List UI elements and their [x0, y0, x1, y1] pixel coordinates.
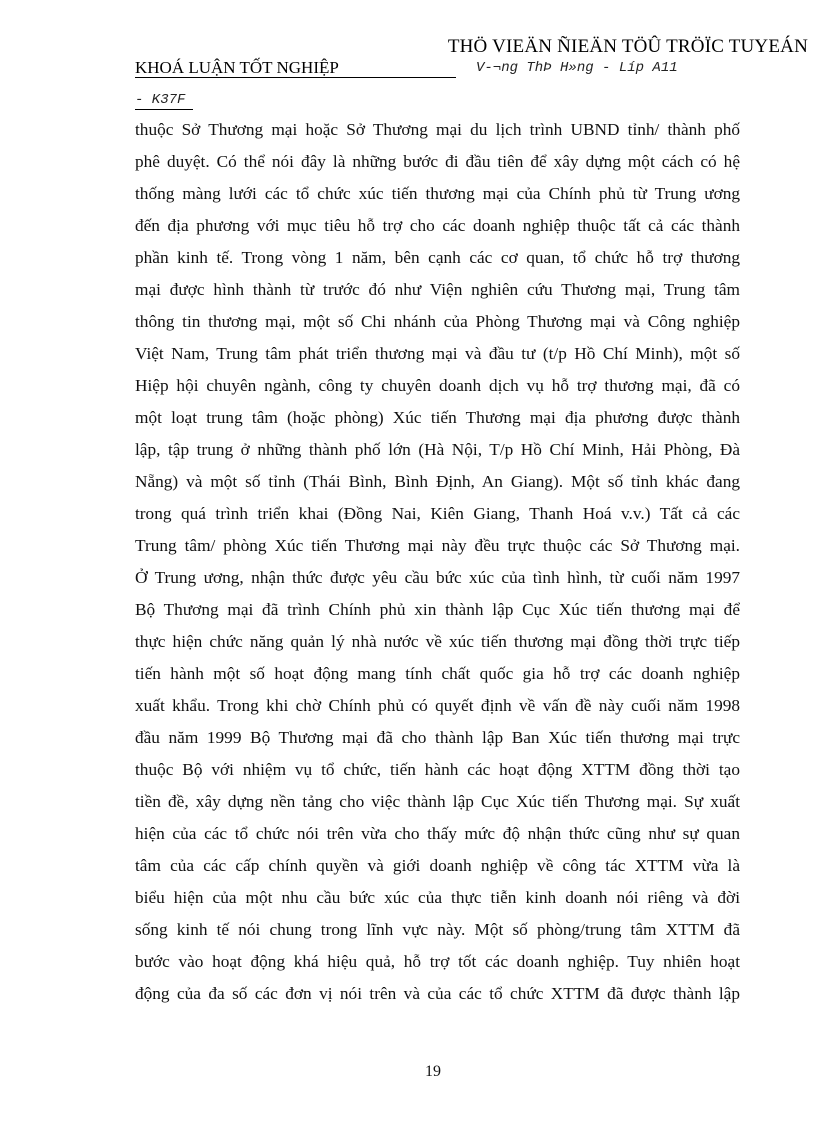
body-line: lập, tập trung ở những thành phố lớn (Hà Nội, T/p Hồ Chí Minh, Hải Phòng, Đà: [135, 440, 740, 459]
body-line: Trung tâm/ phòng Xúc tiến Thương mại này đều trực thuộc các Sở Thương mại.: [135, 536, 740, 555]
body-line: xuất khẩu. Trong khi chờ Chính phủ có quyết định về vấn đề này cuối năm 1998: [135, 696, 740, 715]
body-line: thuộc Bộ với nhiệm vụ tổ chức, tiến hành các hoạt động XTTM đồng thời tạo: [135, 760, 740, 779]
body-line: đến địa phương với mục tiêu hỗ trợ cho các doanh nghiệp thuộc tất cả các thành: [135, 216, 740, 235]
body-line: thống màng lưới các tổ chức xúc tiến thương mại của Chính phủ từ Trung ương: [135, 184, 740, 203]
body-line: Hiệp hội chuyên ngành, công ty chuyên doanh dịch vụ hỗ trợ thương mại, đã có: [135, 376, 740, 395]
body-line: tiền đề, xây dựng nền tảng cho việc thành lập Cục Xúc tiến Thương mại. Sự xuất: [135, 792, 740, 811]
body-line: đầu năm 1999 Bộ Thương mại đã cho thành lập Ban Xúc tiến thương mại trực: [135, 728, 740, 747]
body-line: Nẵng) và một số tỉnh (Thái Bình, Bình Định, An Giang). Một số tỉnh khác đang: [135, 472, 740, 491]
body-line: biểu hiện của một nhu cầu bức xúc của thực tiễn kinh doanh nói riêng và đời: [135, 888, 740, 907]
body-line: mại được hình thành từ trước đó như Viện nghiên cứu Thương mại, Trung tâm: [135, 280, 740, 299]
body-line: phần kinh tế. Trong vòng 1 năm, bên cạnh các cơ quan, tổ chức hỗ trợ thương: [135, 248, 740, 267]
body-line: động của đa số các đơn vị nói trên và của các tổ chức XTTM đã được thành lập: [135, 984, 740, 1003]
body-line: bước vào hoạt động khá hiệu quả, hỗ trợ tốt các doanh nghiệp. Tuy nhiên hoạt: [135, 952, 740, 971]
body-line: Việt Nam, Trung tâm phát triển thương mại và đầu tư (t/p Hồ Chí Minh), một số: [135, 344, 740, 363]
header-author: V-¬ng ThÞ H»ng - Líp A11: [476, 60, 678, 76]
page-number: 19: [425, 1063, 441, 1080]
body-line: tâm của các cấp chính quyền và giới doanh nghiệp về công tác XTTM vừa là: [135, 856, 740, 875]
header-class-code: - K37F: [135, 92, 186, 108]
body-line: hiện của các tổ chức nói trên vừa cho thấy mức độ nhận thức cũng như sự quan: [135, 824, 740, 843]
header-title: KHOÁ LUẬN TỐT NGHIỆP: [135, 58, 339, 77]
body-line: thông tin thương mại, một số Chi nhánh của Phòng Thương mại và Công nghiệp: [135, 312, 740, 331]
header-class-underline: [135, 109, 193, 110]
body-line: thuộc Sở Thương mại hoặc Sở Thương mại du lịch trình UBND tỉnh/ thành phố: [135, 120, 740, 139]
body-line: Bộ Thương mại đã trình Chính phủ xin thành lập Cục Xúc tiến thương mại để: [135, 600, 740, 619]
body-line: một loạt trung tâm (hoặc phòng) Xúc tiến Thương mại địa phương được thành: [135, 408, 740, 427]
watermark-text: THÖ VIEÄN ÑIEÄN TÖÛ TRÖÏC TUYEÁN: [447, 36, 808, 57]
body-line: Ở Trung ương, nhận thức được yêu cầu bức xúc của tình hình, từ cuối năm 1997: [135, 568, 740, 587]
body-paragraph: [135, 114, 740, 1010]
body-line: thực hiện chức năng quản lý nhà nước về xúc tiến thương mại đồng thời trực tiếp: [135, 632, 740, 651]
header-underline: [135, 77, 456, 78]
body-line: trong quá trình triển khai (Đồng Nai, Kiên Giang, Thanh Hoá v.v.) Tất cả các: [135, 504, 740, 523]
body-line: sống kinh tế nói chung trong lĩnh vực này. Một số phòng/trung tâm XTTM đã: [135, 920, 740, 939]
body-line: tiến hành một số hoạt động mang tính chất quốc gia hỗ trợ các doanh nghiệp: [135, 664, 740, 683]
body-line: phê duyệt. Có thể nói đây là những bước đi đầu tiên để xây dựng một cách có hệ: [135, 152, 740, 171]
